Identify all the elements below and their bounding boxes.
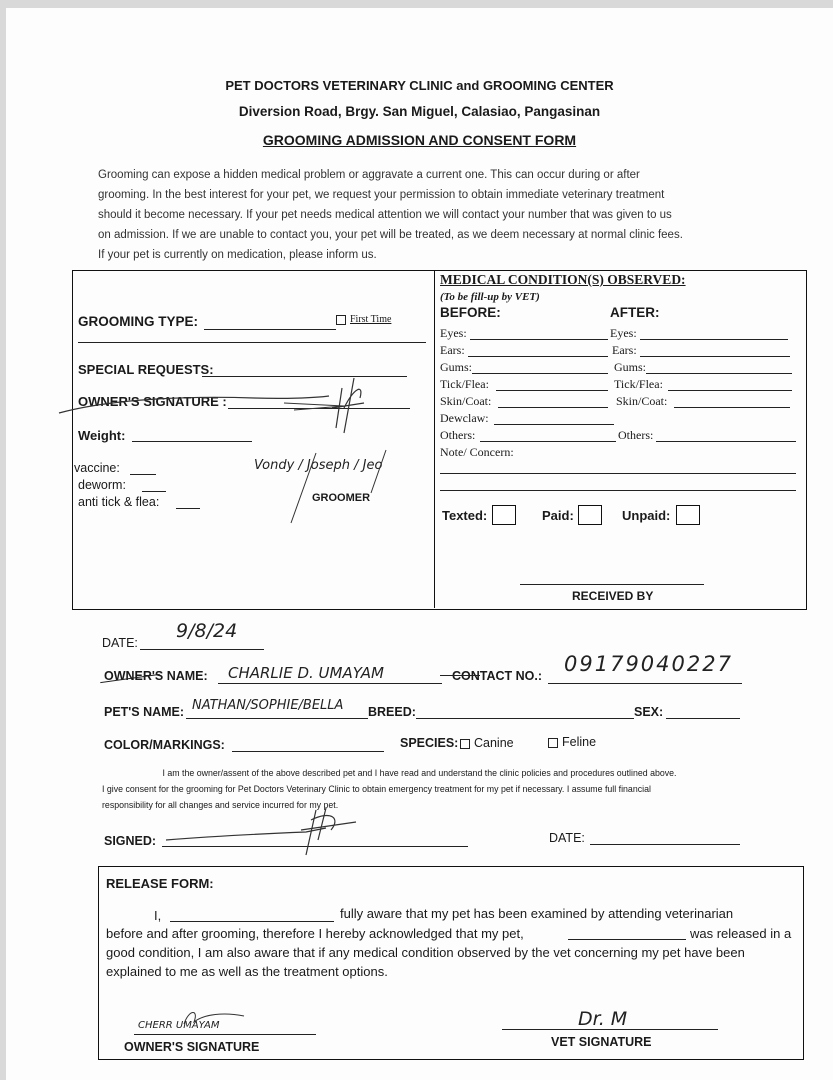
- release-text-1: fully aware that my pet has been examined by attending veterinarian: [340, 906, 734, 921]
- owner-name-label: OWNER'S NAME:: [104, 669, 208, 683]
- sex-label: SEX:: [634, 705, 664, 719]
- contact-label: CONTACT NO.:: [452, 669, 543, 683]
- before-tick-field[interactable]: [496, 390, 608, 391]
- owner-release-signature-field[interactable]: [134, 1034, 316, 1035]
- consent-line-3: responsibility for all changes and service incurred for my pet.: [102, 800, 339, 810]
- vaccine-field[interactable]: [130, 474, 156, 475]
- vet-signature-field[interactable]: [502, 1029, 718, 1030]
- clinic-address: Diversion Road, Brgy. San Miguel, Calasiao, Pangasinan: [238, 104, 601, 119]
- signed-label: SIGNED:: [104, 834, 157, 848]
- color-markings-field[interactable]: [232, 751, 384, 752]
- form-title: GROOMING ADMISSION AND CONSENT FORM: [262, 132, 577, 148]
- paid-checkbox[interactable]: [578, 505, 602, 525]
- before-dewclaw-field[interactable]: [494, 424, 614, 425]
- after-tick-label: Tick/Flea:: [614, 377, 663, 391]
- first-time-checkbox[interactable]: [336, 314, 391, 325]
- intro-line: should it become necessary. If your pet needs medical attention we will contact your number that was given to us: [98, 209, 672, 221]
- contact-field[interactable]: [548, 683, 742, 684]
- owner-name-field[interactable]: [218, 683, 442, 684]
- note-label: Note/ Concern:: [440, 445, 514, 459]
- grooming-type-extra-line[interactable]: [78, 342, 426, 343]
- before-tick-label: Tick/Flea:: [440, 377, 489, 391]
- before-ears-label: Ears:: [440, 343, 465, 357]
- owner-signature-label: OWNER'S SIGNATURE :: [78, 394, 227, 409]
- after-ears-field[interactable]: [640, 356, 790, 357]
- date-value: 9/8/24: [176, 620, 238, 642]
- paid-label: Paid:: [542, 508, 574, 523]
- clinic-name: PET DOCTORS VETERINARY CLINIC and GROOMING CENTER: [225, 78, 614, 93]
- consent-line-2: I give consent for the grooming for Pet Doctors Veterinary Clinic to obtain emergency treatment for my pet if necessary. I assume full financial: [102, 784, 651, 794]
- pet-name-label: PET'S NAME:: [104, 705, 185, 719]
- after-gums-field[interactable]: [646, 373, 792, 374]
- groomer-strokes: [281, 448, 401, 528]
- before-gums-field[interactable]: [472, 373, 608, 374]
- intro-paragraph: [98, 165, 788, 265]
- consent-line-1: I am the owner/assent of the above described pet and I have read and understand the clinic policies and procedures outlined above.: [162, 768, 677, 778]
- after-eyes-field[interactable]: [640, 339, 788, 340]
- note-line-2[interactable]: [440, 490, 796, 491]
- after-gums-label: Gums:: [614, 360, 647, 374]
- before-skin-field[interactable]: [498, 407, 608, 408]
- intro-line: Grooming can expose a hidden medical problem or aggravate a current one. This can occur during or after: [98, 169, 640, 181]
- species-label: SPECIES:: [400, 736, 459, 750]
- intro-line: grooming. In the best interest for your pet, we request your permission to obtain immediate veterinary treatment: [98, 189, 665, 201]
- after-skin-label: Skin/Coat:: [616, 394, 668, 408]
- medical-title: MEDICAL CONDITION(S) OBSERVED:: [440, 272, 686, 287]
- deworm-label: deworm:: [78, 478, 126, 492]
- vet-signature-handwritten: Dr. M: [578, 1008, 628, 1030]
- weight-label: Weight:: [78, 428, 126, 443]
- owner-release-scribble: [174, 1004, 274, 1034]
- release-i-label: I,: [154, 908, 162, 923]
- vaccine-label: vaccine:: [74, 461, 120, 475]
- unpaid-checkbox[interactable]: [676, 505, 700, 525]
- anti-tick-label: anti tick & flea:: [78, 495, 160, 509]
- color-markings-label: COLOR/MARKINGS:: [104, 738, 225, 752]
- before-gums-label: Gums:: [440, 360, 473, 374]
- release-pet-field[interactable]: [568, 939, 686, 940]
- texted-checkbox[interactable]: [492, 505, 516, 525]
- contact-value: 09179040227: [564, 652, 733, 676]
- before-label: BEFORE:: [440, 305, 501, 320]
- anti-tick-field[interactable]: [176, 508, 200, 509]
- release-text-2a: before and after grooming, therefore I hereby acknowledged that my pet,: [106, 926, 524, 941]
- breed-label: BREED:: [368, 705, 416, 719]
- breed-field[interactable]: [416, 718, 634, 719]
- after-ears-label: Ears:: [612, 343, 637, 357]
- deworm-field[interactable]: [142, 491, 166, 492]
- feline-label: Feline: [562, 735, 597, 749]
- intro-line: If your pet is currently on medication, please inform us.: [98, 249, 377, 261]
- special-requests-label: SPECIAL REQUESTS:: [78, 362, 214, 377]
- pet-name-field[interactable]: [186, 718, 368, 719]
- before-eyes-label: Eyes:: [440, 326, 467, 340]
- before-skin-label: Skin/Coat:: [440, 394, 492, 408]
- before-dewclaw-label: Dewclaw:: [440, 411, 489, 425]
- consent-date-label: DATE:: [549, 831, 585, 845]
- canine-option[interactable]: [460, 736, 514, 750]
- after-others-label: Others:: [618, 428, 654, 442]
- grooming-type-field[interactable]: [204, 329, 336, 330]
- before-others-label: Others:: [440, 428, 476, 442]
- release-text-3: good condition, I am also aware that if any medical condition observed by the vet concerning my pet have been: [106, 945, 745, 960]
- date-label: DATE:: [102, 636, 138, 650]
- owner-release-signature: CHERR UMAYAM: [138, 1020, 220, 1031]
- before-ears-field[interactable]: [468, 356, 608, 357]
- after-skin-field[interactable]: [674, 407, 790, 408]
- feline-option[interactable]: [548, 735, 596, 749]
- unpaid-label: Unpaid:: [622, 508, 671, 523]
- consent-date-field[interactable]: [590, 844, 740, 845]
- texted-label: Texted:: [442, 508, 488, 523]
- intro-line: on admission. If we are unable to contact you, your pet will be treated, as we deem necessary at normal clinic fees.: [98, 229, 683, 241]
- sex-field[interactable]: [666, 718, 740, 719]
- weight-field[interactable]: [132, 441, 252, 442]
- pet-name-value: NATHAN/SOPHIE/BELLA: [192, 698, 344, 713]
- strike-mark: [440, 675, 480, 676]
- release-title: RELEASE FORM:: [106, 876, 214, 891]
- after-label: AFTER:: [610, 305, 660, 320]
- release-text-2b: was released in a: [690, 926, 792, 941]
- owner-release-signature-label: OWNER'S SIGNATURE: [124, 1040, 260, 1054]
- checkbox-icon[interactable]: [336, 315, 346, 325]
- release-name-field[interactable]: [170, 921, 334, 922]
- medical-subtitle: (To be fill-up by VET): [440, 291, 540, 303]
- release-text-4: explained to me as well as the treatment options.: [106, 964, 388, 979]
- checkbox-icon[interactable]: [460, 739, 470, 749]
- form-page: [6, 8, 833, 1080]
- first-time-label: First Time: [350, 314, 392, 325]
- checkbox-icon[interactable]: [548, 738, 558, 748]
- grooming-type-label: GROOMING TYPE:: [78, 314, 199, 329]
- box-divider: [434, 270, 435, 608]
- received-by-field[interactable]: [520, 584, 704, 585]
- note-line-1[interactable]: [440, 473, 796, 474]
- groomer-handwritten: Vondy / Joseph / Jeo: [254, 458, 383, 473]
- before-eyes-field[interactable]: [470, 339, 608, 340]
- received-by-label: RECEIVED BY: [572, 589, 654, 603]
- after-eyes-label: Eyes:: [610, 326, 637, 340]
- canine-label: Canine: [474, 736, 514, 750]
- after-others-field[interactable]: [656, 441, 796, 442]
- owner-name-value: CHARLIE D. UMAYAM: [228, 664, 384, 682]
- before-others-field[interactable]: [480, 441, 616, 442]
- date-field[interactable]: [140, 649, 264, 650]
- groomer-label: GROOMER: [312, 492, 371, 504]
- after-tick-field[interactable]: [668, 390, 792, 391]
- vet-signature-label: VET SIGNATURE: [551, 1035, 652, 1049]
